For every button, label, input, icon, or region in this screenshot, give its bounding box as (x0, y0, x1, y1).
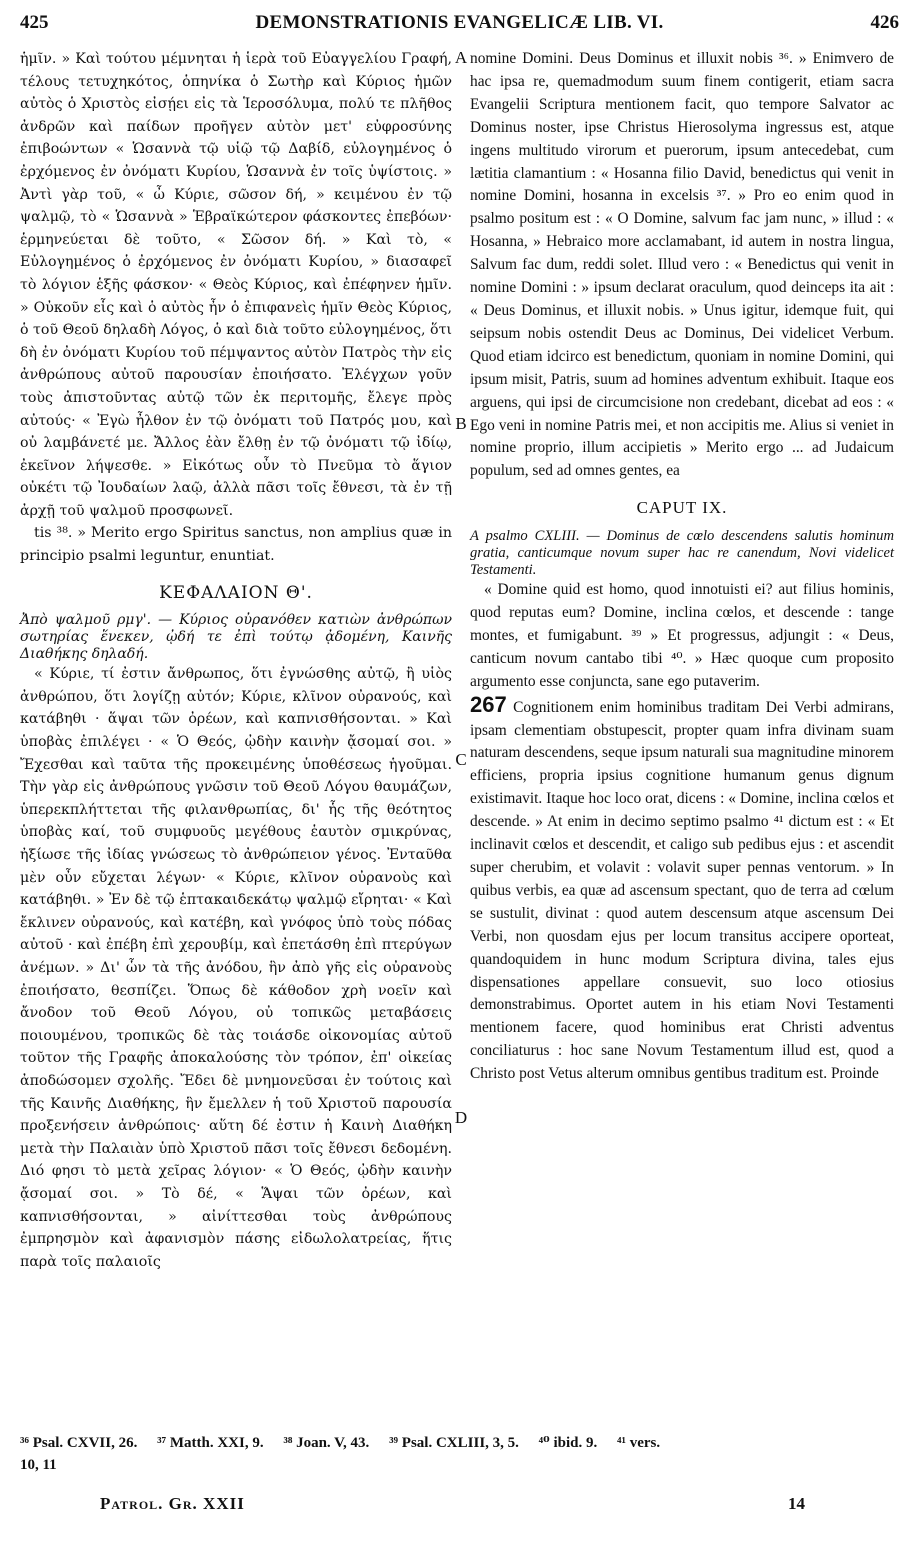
page-header (20, 12, 899, 42)
latin-column (470, 48, 894, 1086)
footnote-40: ⁴⁰ ibid. 9. (538, 1435, 598, 1451)
footnotes (20, 1432, 899, 1476)
margin-marker-d: D (454, 1108, 468, 1127)
footnote-line-1 (20, 1432, 899, 1454)
footnote-39: ³⁹ Psal. CXLIII, 3, 5. (389, 1435, 519, 1451)
latin-paragraph-1: nomine Domini. Deus Dominus et illuxit nobis ³⁶. » Enimvero de hac ipsa re, quemadmodum suum finem contigerit, etiam sacra Evangelii Scriptura mentionem facit, quo tempore Salvator ac Dominus noster, ipse Christus Hierosolyma ingressus est, atque ingens multitudo virorum et puerorum, ipsum antecedebat, cum lætitia clamantium : « Hosanna filio David, benedictus qui venit in nomine Domini, hosanna in excelsis ³⁷. » Pro eo enim quod in psalmo positum est : « O Domine, salvum fac jam nunc, » illud : « Hosanna, » Hebraico more acclamabant, id autem in nostra lingua, Salvum fac dum, reddi solet. Illud vero : « Benedictus qui venit in nomine Domini : » ipsum declarat oraculum, quod deinceps ita ait : « Deus Dominus, et illuxit nobis. » Unus igitur, idemque fuit, qui seipsum nobis ostendit Deus ac Dominus, Dei videlicet Verbum. Quod etiam idcirco est benedictum, quoniam in nomine Domini, qui ipsum misit, Patris, suum ad homines adventum exhibuit. Itaque eos arguens, qui ipsi de circumcisione non credebant, dicebat ad eos : « Ego veni in nomine Patris mei, et non accipitis me. Alius si veniet in nomine proprio, illum accipietis » Merito ergo ... ad Judaicum populum, sed ad omnes gentes, ea (470, 50, 894, 480)
greek-chapter-heading: ΚΕΦΑΛΑΙΟΝ Θ'. (159, 582, 313, 603)
footnote-line-2: 10, 11 (20, 1457, 57, 1473)
series-signature: Patrol. Gr. XXII (100, 1494, 245, 1513)
footnote-38: ³⁸ Joan. V, 43. (283, 1435, 370, 1451)
margin-marker-b: B (455, 414, 467, 433)
latin-paragraph-3: Cognitionem enim hominibus traditam Dei Verbi admirans, ipsam clementiam obstupescit, propter quam infra divinam suam naturam descendens, seque ipsum naturali sua magnitudine minorem efficiens, propria ipsius cognitione humanum genus dignum existimavit. Itaque hoc loco orat, dicens : « Domine, inclina cœlos et descende. » At enim in decimo septimo psalmo ⁴¹ dictum est : « Et inclinavit cœlos et descendit, et caligo sub pedibus ejus : et ascendit super cherubim, et volavit : volavit super pennas ventorum. » In quibus verbis, ea quæ ad ascensum spectant, quo de terra ad cœlum se sustulit, divinat : quod autem descensum atque ascensum Dei Verbi, non quosdam ejus per locum transitus accipere oporteat, quandoquidem in hunc modum Scriptura divina, tales ejus dispensationes appellare consuevit, suo loco otiosius demonstrabimus. Oportet autem in his etiam Novi Testamenti mentionem facere, quod hominibus erat Christi adventus conciliaturus : hoc sane Novum Testamentum illud est, quod a Christo post Vetus alterum omnibus gentibus traditum est. Proinde (470, 698, 895, 1083)
signature-number: 14 (788, 1494, 805, 1513)
running-title: DEMONSTRATIONIS EVANGELICÆ LIB. VI. (255, 12, 664, 33)
greek-paragraph-3: « Κύριε, τί ἐστιν ἄνθρωπος, ὅτι ἐγνώσθης αὐτῷ, ἢ υἱὸς ἀνθρώπου, ὅτι λογίζῃ αὐτόν; Κύριε, κλῖνον οὐρανούς, καὶ κατάβηθι · ἅψαι τῶν ὀρέων, καὶ καπνισθήσονται. » Καὶ ὑποβὰς ἐπιλέγει · « Ὁ Θεός, ᾠδὴν καινὴν ᾄσομαί σοι. » Ἔχεσθαι καὶ ταῦτα τῆς προκειμένης ὑποθέσεως ἡγοῦμαι. Τὴν γὰρ εἰς ἀνθρώπους γνῶσιν τοῦ Θεοῦ Λόγου θαυμάζων, ὑπερεκπλήττεται τῆς φιλανθρωπίας, δι' ἧς τῆς θεότητος ὑποβὰς καί, τοῦ συμφυοῦς μεγέθους ἑαυτὸν σμικρύνας, ἠξίωσε τῆς ἰδίας γνώσεως τὸ ἀνθρώπειον γένος. Ἐνταῦθα μὲν οὖν εὔχεται λέγων· « Κύριε, κλῖνον οὐρανοὺς καὶ κατάβηθι. » Ἐν δὲ τῷ ἑπτακαιδεκάτῳ ψαλμῷ εἴρηται· « Καὶ ἔκλινεν οὐρανούς, καὶ κατέβη, καὶ γνόφος ὑπὸ τοὺς πόδας αὐτοῦ · καὶ ἐπέβη ἐπὶ χερουβίμ, καὶ ἐπετάσθη ἐπὶ πτερύγων ἀνέμων. » Δι' ὧν τὰ τῆς ἀνόδου, ἣν ἀπὸ γῆς εἰς οὐρανοὺς ἐποιήσατο, θεσπίζει. Ὅπως δὲ κάθοδον χρὴ νοεῖν καὶ ἄνοδον τοῦ Θεοῦ Λόγου, οὐ τοπικῶς μεταβάσεις ποιουμένου, τροπικῶς δὲ τὰς τοιάσδε οἰκονομίας αὐτοῦ τοῦτον τῆς Γραφῆς ἀποκαλούσης τὸν τρόπον, ἐπ' οἰκείας ἀποδώσομεν σχολῆς. Ἔδει δὲ μνημονεῦσαι ἐν τούτοις καὶ τῆς Καινῆς Διαθήκης, ἣν ἔμελλεν ἡ τοῦ Χριστοῦ παρουσία προξενήσειν ἀνθρώποις· αὕτη δέ ἐστιν ἡ Καινὴ Διαθήκη μετὰ τὴν Παλαιὰν ὑπὸ Χριστοῦ πᾶσι τοῖς ἔθνεσι δεδομένη. Διό φησι τὸ μετὰ χεῖρας λόγιον· « Ὁ Θεός, ᾠδὴν καινὴν ᾄσομαί σοι. » Τὸ δέ, « Ἅψαι τῶν ὀρέων, καὶ καπνισθήσονται, » αἰνίττεσθαι τοὺς ἀνθρώπους ἐμπρησμὸν καὶ ἀφανισμὸν πάσης εἰδωλολατρείας, ἥτις παρὰ τοῖς παλαιοῖς (20, 666, 452, 1270)
margin-marker-a: A (454, 48, 468, 67)
greek-paragraph-1: ἡμῖν. » Καὶ τούτου μέμνηται ἡ ἱερὰ τοῦ Εὐαγγελίου Γραφή, τέλους τετυχηκότος, ὁπηνίκα ὁ Σωτὴρ καὶ Κύριος ἡμῶν αὐτὸς ὁ Χριστὸς εἰσῄει εἰς τὰ Ἱεροσόλυμα, πολύ τε πλῆθος ἀνδρῶν καὶ παίδων προῆγεν αὐτὸν μετ' εὐφροσύνης ἐπιβοώντων « Ὡσαννὰ τῷ υἱῷ τῷ Δαβίδ, εὐλογημένος ὁ ἐρχόμενος ἐν ὀνόματι Κυρίου, Ὡσαννὰ ἐν τοῖς ὑψίστοις. » Ἀντὶ γὰρ τοῦ, « ὦ Κύριε, σῶσον δή, » κειμένου ἐν τῷ ψαλμῷ, τὸ « Ὡσαννὰ » Ἑβραϊκώτερον φάσκοντες ἐπεβόων· ἑρμηνεύεται δὲ τοῦτο, « Σῶσον δή. » Καὶ τὸ, « Εὐλογημένος ὁ ἐρχόμενος ἐν ὀνόματι Κυρίου, » διασαφεῖ τὸ λόγιον ἑξῆς φάσκον· « Θεὸς Κύριος, καὶ ἐπέφηνεν ἡμῖν. » Οὐκοῦν εἷς καὶ ὁ αὐτὸς ἦν ὁ ἐπιφανεὶς ἡμῖν Θεὸς Κύριος, ὁ τοῦ Θεοῦ δηλαδὴ Λόγος, ὁ καὶ διὰ τοῦτο εὐλογημένος, ὅτι δὴ ἐν ὀνόματι Κυρίου τοῦ πέμψαντος αὐτὸν Πατρὸς τὴν εἰς ἀνθρώπους αὐτοῦ παρουσίαν ἐποιήσατο. Ἐλέγχων γοῦν τοὺς ἀπιστοῦντας αὐτῷ τῶν ἐκ περιτομῆς, ἔλεγε πρὸς αὐτούς· « Ἐγὼ ἦλθον ἐν τῷ ὀνόματι τοῦ Πατρός μου, καὶ οὐ λαμβάνετέ με. Ἄλλος ἐὰν ἔλθῃ ἐν τῷ ὀνόματι τῷ ἰδίῳ, ἐκεῖνον λήψεσθε. » Εἰκότως οὖν τὸ Πνεῦμα τὸ ἅγιον οὐκέτι τῷ Ἰουδαίων λαῷ, ἀλλὰ πᾶσι τοῖς ἔθνεσι, τὰ ἐν τῇ ἀρχῇ τοῦ ψαλμοῦ προσφωνεῖ. (20, 51, 452, 519)
footnote-41: ⁴¹ vers. (617, 1435, 661, 1451)
greek-chapter-summary: Ἀπὸ ψαλμοῦ ρμγ'. — Κύριος οὐρανόθεν κατιὼν ἀνθρώπων σωτηρίας ἕνεκεν, ᾠδή τε ἐπὶ τούτῳ ᾀδομένη, Καινῆς Διαθήκης δηλαδή. (20, 612, 452, 663)
footnote-36: ³⁶ Psal. CXVII, 26. (20, 1435, 138, 1451)
page-footer (100, 1494, 813, 1520)
footnote-37: ³⁷ Matth. XXI, 9. (157, 1435, 264, 1451)
latin-paragraph-2: « Domine quid est homo, quod innotuisti ei? aut filius hominis, quod reputas eum? Domine, inclina cœlos, et descende : tange montes, et fumigabunt. ³⁹ » Et progressus, adjungit : « Deus, canticum novum cantabo tibi ⁴⁰. » Hæc quoque cum proposito argumento esse conjuncta, sane ego putaverim. (470, 581, 894, 690)
greek-paragraph-2: tis ³⁸. » Merito ergo Spiritus sanctus, non amplius quæ in principio psalmi leguntur, enuntiat. (20, 525, 452, 565)
page-number-right: 426 (870, 12, 899, 33)
margin-marker-c: C (455, 750, 467, 769)
greek-column (20, 48, 452, 1273)
latin-chapter-heading: CAPUT IX. (636, 498, 728, 518)
column-number: 267 (470, 691, 507, 717)
latin-chapter-summary: A psalmo CXLIII. — Dominus de cœlo descendens salutis hominum gratia, canticumque novum super hac re canendum, Novi videlicet Testamenti. (470, 528, 894, 579)
page-number-left: 425 (20, 12, 49, 33)
